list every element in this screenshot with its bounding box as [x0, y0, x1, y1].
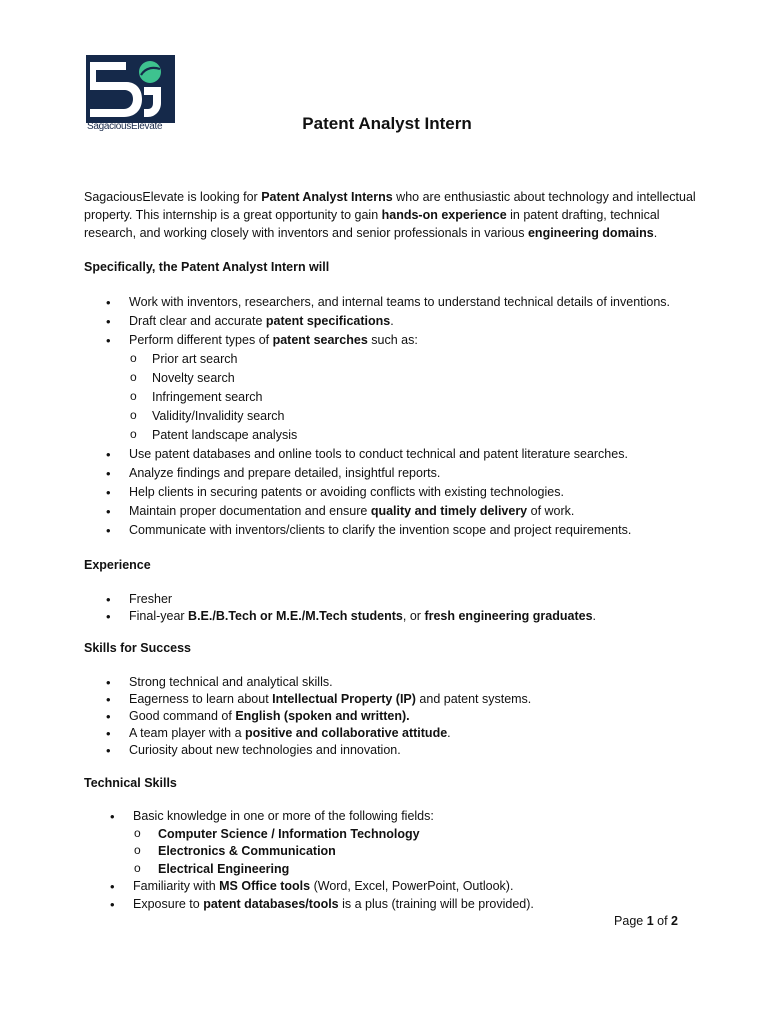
experience-heading: Experience — [84, 558, 151, 572]
list-item: • Draft clear and accurate patent specifications. — [0, 312, 700, 331]
list-item: • Analyze findings and prepare detailed, insightful reports. — [0, 464, 700, 483]
sub-list-item: o Infringement search — [0, 388, 700, 407]
list-item: • Eagerness to learn about Intellectual Property (IP) and patent systems. — [0, 691, 700, 708]
list-item: • Familiarity with MS Office tools (Word, Excel, PowerPoint, Outlook). — [0, 878, 700, 896]
list-item: • Curiosity about new technologies and innovation. — [0, 742, 700, 759]
technical-heading: Technical Skills — [84, 776, 177, 790]
technical-list — [0, 808, 700, 913]
skills-heading: Skills for Success — [84, 641, 192, 655]
skills-list — [0, 674, 700, 759]
list-item: • Use patent databases and online tools to conduct technical and patent literature searches. — [0, 445, 700, 464]
sub-list-item: o Electrical Engineering — [0, 861, 700, 879]
list-item: • Exposure to patent databases/tools is a plus (training will be provided). — [0, 896, 700, 914]
sub-list-item: o Prior art search — [0, 350, 700, 369]
logo-wordmark: SagaciousElevate — [87, 121, 163, 132]
list-item: • Help clients in securing patents or avoiding conflicts with existing technologies. — [0, 483, 700, 502]
list-item: • Strong technical and analytical skills. — [0, 674, 700, 691]
list-item: • Good command of English (spoken and written). — [0, 708, 700, 725]
page-number: Page 1 of 2 — [614, 914, 678, 928]
intro-paragraph: SagaciousElevate is looking for Patent Analyst Interns who are enthusiastic about technology and intellectual property. This internship is a great opportunity to gain hands-on experience in patent drafting, technical research, and working closely with inventors and senior professionals in various engineering domains. — [84, 190, 696, 240]
sub-list-item: o Validity/Invalidity search — [0, 407, 700, 426]
list-item: • A team player with a positive and collaborative attitude. — [0, 725, 700, 742]
responsibilities-heading: Specifically, the Patent Analyst Intern will — [84, 260, 330, 274]
logo-mark — [86, 55, 175, 123]
sub-list-item: o Electronics & Communication — [0, 843, 700, 861]
sub-list-item: o Patent landscape analysis — [0, 426, 700, 445]
list-item: • Communicate with inventors/clients to clarify the invention scope and project requirements. — [0, 521, 700, 540]
sub-list-item: o Computer Science / Information Technology — [0, 826, 700, 844]
company-logo — [86, 55, 175, 123]
list-item: • Final-year B.E./B.Tech or M.E./M.Tech students, or fresh engineering graduates. — [0, 608, 700, 625]
document-title: Patent Analyst Intern — [302, 114, 472, 133]
list-item: • Work with inventors, researchers, and internal teams to understand technical details of inventions. — [0, 293, 700, 312]
experience-list — [0, 591, 700, 625]
sub-list-item: o Novelty search — [0, 369, 700, 388]
list-item: • Basic knowledge in one or more of the following fields: — [0, 808, 700, 826]
list-item: • Perform different types of patent searches such as: — [0, 331, 700, 350]
list-item: • Fresher — [0, 591, 700, 608]
list-item: • Maintain proper documentation and ensure quality and timely delivery of work. — [0, 502, 700, 521]
responsibilities-list — [0, 293, 700, 540]
